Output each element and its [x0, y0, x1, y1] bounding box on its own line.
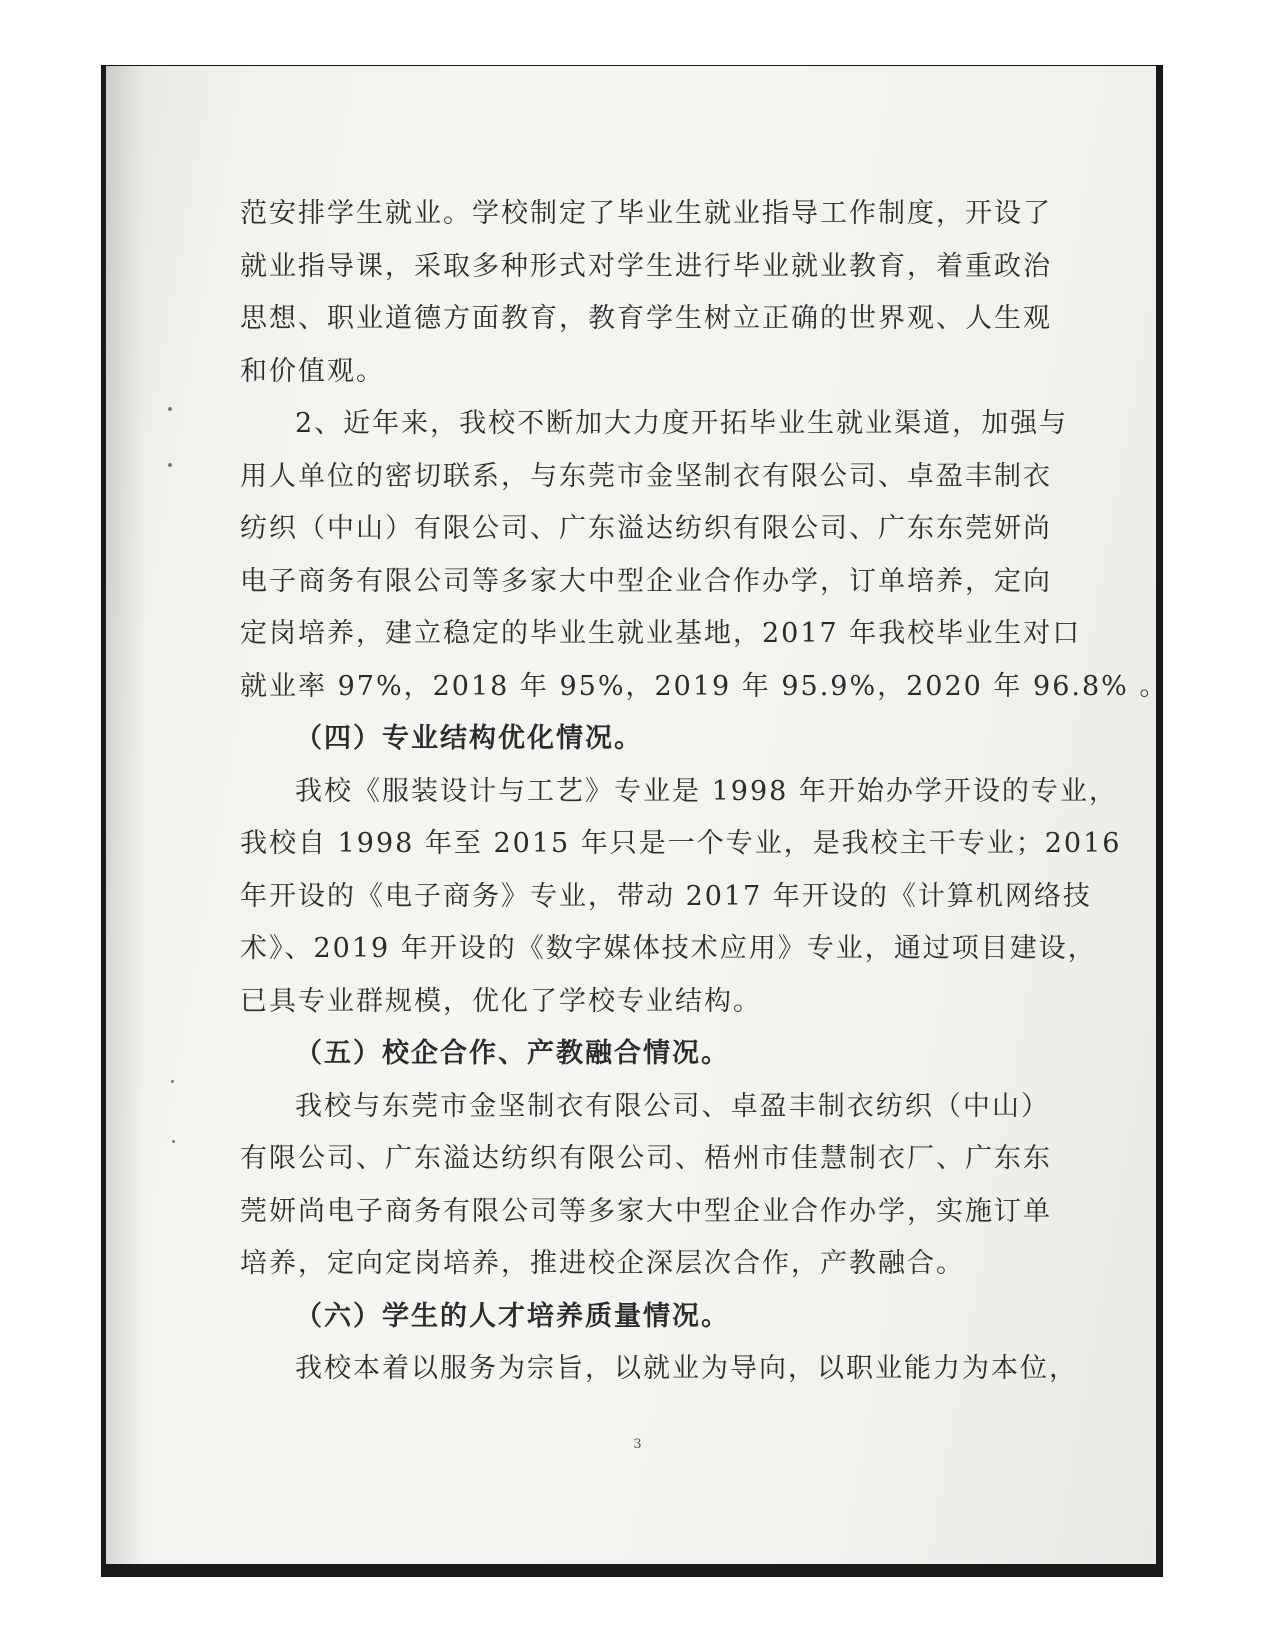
- section-heading: （六）学生的人才培养质量情况。: [295, 1300, 730, 1332]
- paragraph-line: 我校本着以服务为宗旨，以就业为导向，以职业能力为本位，: [295, 1353, 1078, 1384]
- paragraph-line: 思想、职业道德方面教育，教育学生树立正确的世界观、人生观: [240, 303, 1052, 334]
- paragraph-line: 就业率 97%，2018 年 95%，2019 年 95.9%，2020 年 96.8% 。: [240, 670, 1169, 702]
- paragraph-line: 用人单位的密切联系，与东莞市金坚制衣有限公司、卓盈丰制衣: [240, 460, 1052, 492]
- paragraph-line: 年开设的《电子商务》专业，带动 2017 年开设的《计算机网络技: [240, 880, 1092, 912]
- page-number: 3: [633, 1437, 642, 1452]
- paragraph-line: 定岗培养，建立稳定的毕业生就业基地，2017 年我校毕业生对口: [240, 618, 1082, 649]
- section-heading: （五）校企合作、产教融合情况。: [295, 1038, 730, 1069]
- paragraph-line: 我校与东莞市金坚制衣有限公司、卓盈丰制衣纺织（中山）: [295, 1090, 1050, 1122]
- paragraph-line: 我校自 1998 年至 2015 年只是一个专业，是我校主干专业；2016: [240, 828, 1122, 859]
- paragraph-line: 培养，定向定岗培养，推进校企深层次合作，产教融合。: [240, 1248, 965, 1279]
- paragraph-line: 我校《服装设计与工艺》专业是 1998 年开始办学开设的专业，: [295, 775, 1118, 807]
- paragraph-line: 术》、2019 年开设的《数字媒体技术应用》专业，通过项目建设，: [240, 933, 1097, 964]
- paragraph-line: 纺织（中山）有限公司、广东溢达纺织有限公司、广东东莞妍尚: [240, 513, 1052, 544]
- margin-mark: [168, 407, 172, 411]
- paragraph-line: 莞妍尚电子商务有限公司等多家大中型企业合作办学，实施订单: [240, 1195, 1052, 1227]
- paragraph-line: 和价值观。: [240, 355, 385, 387]
- document-body: [240, 188, 1169, 1396]
- paragraph-line: 就业指导课，采取多种形式对学生进行毕业就业教育，着重政治: [240, 250, 1052, 282]
- paragraph-line: 已具专业群规模，优化了学校专业结构。: [240, 985, 762, 1017]
- margin-mark: [172, 1140, 175, 1143]
- paragraph-line: 2、近年来，我校不断加大力度开拓毕业生就业渠道，加强与: [295, 408, 1069, 439]
- paragraph-line: 范安排学生就业。学校制定了毕业生就业指导工作制度，开设了: [240, 198, 1052, 229]
- paragraph-line: 有限公司、广东溢达纺织有限公司、梧州市佳慧制衣厂、广东东: [240, 1143, 1052, 1174]
- paragraph-line: 电子商务有限公司等多家大中型企业合作办学，订单培养，定向: [240, 565, 1052, 597]
- margin-mark: [168, 463, 172, 467]
- margin-mark: [171, 1080, 174, 1083]
- section-heading: （四）专业结构优化情况。: [295, 723, 643, 754]
- page-shadow: [106, 66, 146, 1564]
